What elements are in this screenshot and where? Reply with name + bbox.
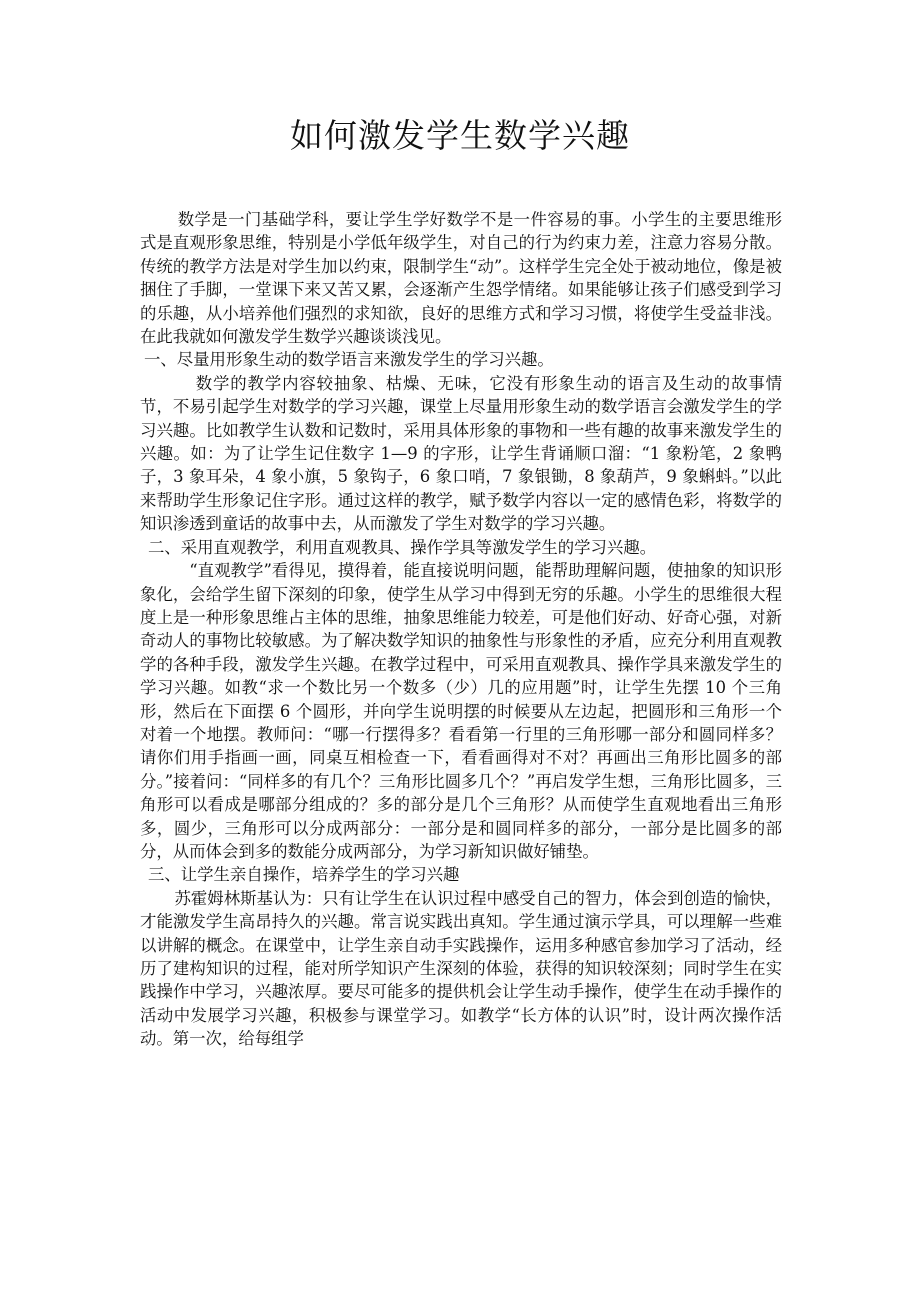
section-1-paragraph: 数学的教学内容较抽象、枯燥、无味，它没有形象生动的语言及生动的故事情节，不易引起学生对数学的学习兴趣，课堂上尽量用形象生动的数学语言会激发学生的学习兴趣。比如教学生认数和记数时，采用具体形象的事物和一些有趣的故事来激发学生的兴趣。如：为了让学生记住数字 1—9 的字形，让学生背诵顺口溜：“1 象粉笔，2 象鸭子，3 象耳朵，4 象小旗，5 象钩子，6 象口哨，7 象银锄，8 象葫芦，9 象蝌蚪。”以此来帮助学生形象记住字形。通过这样的教学，赋予数学内容以一定的感情色彩，将数学的知识渗透到童话的故事中去，从而激发了学生对数学的学习兴趣。 (140, 373, 782, 534)
document-body (140, 208, 782, 1051)
section-2-paragraph: “直观教学”看得见，摸得着，能直接说明问题，能帮助理解问题，使抽象的知识形象化，会给学生留下深刻的印象，使学生从学习中得到无穷的乐趣。小学生的思维很大程度上是一种形象思维占主体的思维，抽象思维能力较差，可是他们好动、好奇心强，对新奇动人的事物比较敏感。为了解决数学知识的抽象性与形象性的矛盾，应充分利用直观教学的各种手段，激发学生兴趣。在教学过程中，可采用直观教具、操作学具来激发学生的学习兴趣。如教“求一个数比另一个数多（少）几的应用题”时，让学生先摆 10 个三角形，然后在下面摆 6 个圆形，并向学生说明摆的时候要从左边起，把圆形和三角形一个对着一个地摆。教师问：“哪一行摆得多？看看第一行里的三角形哪一部分和圆同样多？请你们用手指画一画，同桌互相检查一下，看看画得对不对？再画出三角形比圆多的部分。”接着问：“同样多的有几个？三角形比圆多几个？”再启发学生想，三角形比圆多，三角形可以看成是哪部分组成的？多的部分是几个三角形？从而使学生直观地看出三角形多，圆少，三角形可以分成两部分：一部分是和圆同样多的部分，一部分是比圆多的部分，从而体会到多的数能分成两部分，为学习新知识做好铺垫。 (140, 561, 782, 861)
section-3-heading: 三、让学生亲自操作，培养学生的学习兴趣 (148, 865, 460, 885)
document-title: 如何激发学生数学兴趣 (290, 116, 630, 155)
section-3-paragraph: 苏霍姆林斯基认为：只有让学生在认识过程中感受自己的智力，体会到创造的愉快，才能激发学生高昂持久的兴趣。常言说实践出真知。学生通过演示学具，可以理解一些难以讲解的概念。在课堂中，让学生亲自动手实践操作，运用多种感官参加学习了活动，经历了建构知识的过程，能对所学知识产生深刻的体验，获得的知识较深刻；同时学生在实践操作中学习，兴趣浓厚。要尽可能多的提供机会让学生动手操作，使学生在动手操作的活动中发展学习兴趣，积极参与课堂学习。如教学“长方体的认识”时，设计两次操作活动。第一次，给每组学 (140, 888, 782, 1049)
section-1-heading: 一、尽量用形象生动的数学语言来激发学生的学习兴趣。 (144, 350, 554, 370)
intro-paragraph: 数学是一门基础学科，要让学生学好数学不是一件容易的事。小学生的主要思维形式是直观形象思维，特别是小学低年级学生，对自己的行为约束力差，注意力容易分散。传统的教学方法是对学生加以约束，限制学生“动”。这样学生完全处于被动地位，像是被捆住了手脚，一堂课下来又苦又累，会逐渐产生怨学情绪。如果能够让孩子们感受到学习的乐趣，从小培养他们强烈的求知欲，良好的思维方式和学习习惯，将使学生受益非浅。在此我就如何激发学生数学兴趣谈谈浅见。 (140, 210, 782, 347)
section-2-heading: 二、采用直观教学，利用直观教具、操作学具等激发学生的学习兴趣。 (148, 537, 657, 557)
